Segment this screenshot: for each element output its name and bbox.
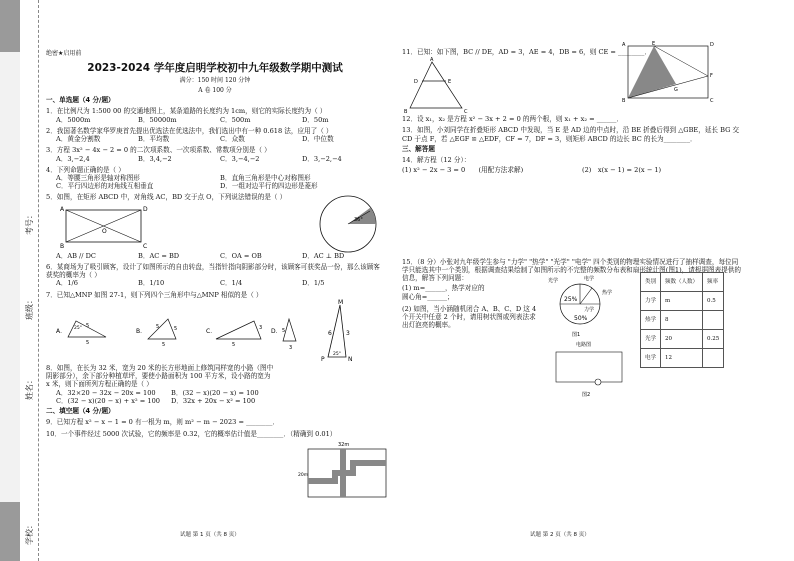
question-5: 5．如图，在矩形 ABCD 中，对角线 AC，BD 交于点 O，下列说法错误的是（ ） [46, 193, 287, 202]
svg-text:热学: 热学 [602, 290, 613, 297]
question-14: 14．解方程（12 分）： [402, 156, 471, 165]
right-page [402, 40, 742, 407]
opt-b-label: B． [136, 327, 147, 335]
fig13 [620, 40, 720, 102]
section-single-choice: 一、单选题（4 分/题） [46, 96, 115, 105]
footer-page-2: 试题 第 2 页（共 8 页） [530, 532, 590, 538]
question-5-figures [46, 202, 384, 254]
svg-text:B: B [622, 98, 626, 103]
svg-text:电路图: 电路图 [576, 342, 592, 349]
exam-title: 2023-2024 学年度启明学校初中九年级数学期中测试 [87, 62, 343, 74]
option[interactable]: A．等腰三角形是轴对称图形 [56, 174, 140, 182]
svg-text:25°: 25° [333, 351, 341, 357]
svg-text:C: C [464, 109, 468, 115]
svg-text:5: 5 [86, 339, 90, 346]
question-2-options [56, 135, 384, 143]
class-label: 班级： [25, 296, 34, 320]
svg-text:图1: 图1 [572, 332, 581, 339]
option[interactable]: B．直角三角形是中心对称图形 [220, 174, 311, 182]
question-15-body [402, 276, 742, 407]
svg-text:25%: 25% [564, 296, 578, 304]
svg-text:D: D [710, 42, 714, 49]
question-8-options [56, 389, 286, 405]
fig11 [402, 56, 482, 114]
svg-text:A: A [622, 42, 626, 49]
question-3-options [56, 155, 384, 163]
table-row: 电学 12 [641, 349, 724, 368]
svg-text:F: F [710, 73, 713, 80]
svg-text:E: E [652, 41, 656, 48]
label-a: A [60, 205, 65, 213]
question-1: 1．在比例尺为 1:500 00 的交通地图上，某条道路的长度约为 1cm，则它的实际长度约为（ ） [46, 107, 327, 116]
question-9: 9．已知方程 x² − x − 1 = 0 有一根为 m，则 m² − m − 2023 = ________． [46, 418, 280, 427]
question-12: 12．设 x₁，x₂ 是方程 x² − 3x + 2 = 0 的两个根，则 x₁ + x₂ = ______． [402, 115, 624, 124]
option[interactable]: D．1/5 [302, 279, 325, 288]
table-header: 频数（人数） [661, 273, 703, 292]
secret-mark: 绝密★启用前 [46, 50, 82, 57]
option[interactable]: C．1/4 [220, 279, 243, 288]
svg-text:图2: 图2 [582, 392, 591, 399]
table-row: 热学 8 [641, 311, 724, 330]
svg-text:5: 5 [156, 323, 160, 330]
svg-text:50%: 50% [574, 315, 588, 323]
svg-text:电学: 电学 [584, 276, 595, 283]
option[interactable]: A．AB // DC [56, 251, 96, 260]
answer-space[interactable] [402, 175, 742, 255]
svg-text:3: 3 [346, 329, 350, 337]
svg-text:E: E [448, 79, 452, 86]
road-figure [298, 440, 390, 500]
svg-text:B: B [404, 109, 408, 115]
option[interactable]: C．500m [220, 115, 251, 124]
svg-text:C: C [710, 98, 714, 103]
option[interactable]: C．OA = OB [220, 251, 262, 260]
option[interactable]: C．3,−4,−2 [220, 154, 260, 163]
q15-part1b: 圆心角=______； [402, 292, 454, 301]
triangle-figures [46, 299, 384, 363]
option[interactable]: B．3,4,−2 [138, 154, 172, 163]
svg-text:6: 6 [328, 329, 332, 337]
svg-text:5: 5 [282, 327, 286, 334]
school-label: 学校： [25, 521, 34, 545]
pie-figure [546, 274, 620, 340]
table-header: 频率 [703, 273, 724, 292]
option[interactable]: C．平行四边形的对角线互相垂直 [56, 182, 154, 191]
question-3: 3．方程 3x² − 4x − 2 = 0 的二次项系数、一次项系数、常数项分别是（ ） [46, 146, 271, 155]
svg-text:P: P [321, 355, 325, 363]
binding-gap [0, 52, 20, 502]
option[interactable]: B．50000m [138, 115, 177, 124]
svg-text:5: 5 [162, 341, 166, 348]
option[interactable]: A．32×20 − 32x − 20x = 100 [56, 388, 156, 397]
option[interactable]: B．AC = BD [138, 251, 180, 260]
label-b: B [60, 242, 65, 250]
opt-c-label: C． [206, 327, 217, 335]
svg-text:光学: 光学 [548, 278, 559, 285]
question-6: 6．某商场为了吸引顾客，设计了如图所示的自由转盘，当指针指向阴影部分时，该顾客可获奖品一份，那么该顾客获奖的概率为（ ） [46, 262, 380, 280]
question-7-figures [46, 299, 384, 361]
circuit-figure [550, 340, 630, 400]
question-8: 8．如图，在长为 32 米，宽为 20 米的长方形地面上修筑同样宽的小路（图中阴影部分），余下部分种植草坪，要使小路面积为 100 平方米，设小路的宽为 x 米，则下面所列方程正确的是（ ） [46, 363, 274, 389]
table-header: 类别 [641, 273, 661, 292]
option[interactable]: B．(32 − x)(20 − x) = 100 [171, 388, 259, 397]
name-label: 姓名： [25, 376, 34, 400]
question-4-options [56, 174, 384, 190]
svg-text:3: 3 [259, 324, 263, 331]
svg-text:32m: 32m [338, 442, 350, 448]
q15-part2: (2) 如图，当小涵随机闭合 A、B、C、D 这 4 个开关中任意 2 个时，请用树状图或列表法求出灯泡亮的概率。 [402, 304, 537, 330]
option[interactable]: D．3,−2,−4 [302, 154, 342, 163]
question-13: 13．如图，小刘同学在折叠矩形 ABCD 中发现，当 E 是 AD 边的中点时，沿 BE 折叠后得到 △GBE，延长 BG 交 CD 于点 F，若 △EGF ≌ △EDF，CF = 7，DF = 3，则矩形 ABCD 的边长 BC 的长为________． [402, 126, 740, 143]
option[interactable]: D．中位数 [302, 135, 334, 144]
svg-text:5: 5 [232, 341, 236, 348]
svg-text:N: N [348, 355, 353, 363]
exam-volume: A 卷 100 分 [198, 86, 232, 94]
question-14-part-2: (2) x(x − 1) = 2(x − 1) [582, 166, 662, 175]
question-7: 7．已知△MNP 如图 27-1，则下列四个三角形中与△MNP 相似的是（ ） [46, 290, 263, 299]
footer-page-1: 试题 第 1 页（共 8 页） [180, 532, 240, 538]
option[interactable]: D．AC ⊥ BD [302, 251, 345, 260]
section-solve: 三、解答题 [402, 144, 435, 153]
question-4: 4．下列命题正确的是（ ） [46, 165, 125, 174]
exam-subtitle: 满分：150 时间 120 分钟 [179, 77, 251, 85]
label-c: C [143, 242, 148, 250]
question-14-parts [402, 166, 742, 174]
svg-text:25°: 25° [74, 325, 82, 331]
svg-text:20m: 20m [298, 473, 309, 478]
question-14-part-1: (1) x² − 2x − 3 = 0 (用配方法求解) [402, 166, 524, 175]
frequency-table [640, 272, 724, 368]
svg-text:M: M [338, 298, 344, 306]
q15-text [402, 284, 542, 329]
option[interactable]: B．平均数 [138, 135, 170, 144]
spinner-figure [318, 194, 380, 256]
option[interactable]: A．1/6 [56, 279, 78, 288]
svg-text:A: A [430, 57, 434, 64]
option[interactable]: A．3,−2,4 [56, 154, 90, 163]
option[interactable]: D．32x + 20x − x² = 100 [171, 396, 256, 405]
option[interactable]: A．5000m [56, 115, 91, 124]
opt-a-label: A． [56, 327, 67, 335]
svg-text:5: 5 [86, 322, 90, 329]
section-fill-blank: 二、填空题（4 分/题） [46, 407, 115, 416]
svg-text:D: D [414, 79, 418, 86]
question-11: 11．已知：如下图，BC // DE，AD = 3，AE = 4，DB = 6，则 CE = ________． [402, 48, 651, 56]
option[interactable]: D．50m [302, 115, 329, 124]
binding-strip [0, 0, 20, 561]
table-row: 力学 m 0.5 [641, 292, 724, 311]
question-1-options [56, 116, 384, 124]
option[interactable]: A．黄金分割数 [56, 135, 101, 144]
exam-number-label: 考号： [25, 211, 34, 235]
svg-text:G: G [674, 87, 678, 94]
question-10: 10．一个事件经过 5000 次试验，它的频率是 0.32，它的概率估计值是________．（精确到 0.01） [46, 429, 337, 438]
option[interactable]: C．众数 [220, 135, 245, 144]
svg-text:力学: 力学 [584, 307, 595, 314]
question-2: 2．我国著名数学家华罗庚首先提出优选法在优选法中，我们选出中有一种 0.618 法，应用了（ ） [46, 126, 333, 135]
left-page [46, 40, 384, 478]
option[interactable]: D．一组对边平行的四边形是菱形 [220, 182, 318, 191]
option[interactable]: C．(32 − x)(20 − x) + x² = 100 [56, 396, 160, 405]
student-info-column [22, 0, 39, 561]
svg-text:5: 5 [174, 325, 178, 332]
option[interactable]: B．1/10 [138, 279, 165, 288]
q15-part1: (1) m=______，热学对应的 [402, 284, 485, 293]
label-o: O [102, 227, 107, 235]
opt-d-label: D． [271, 327, 282, 335]
question-6-options [56, 279, 384, 287]
question-15: 15．（8 分）小张对九年级学生参与 "力学" "热学" "光学" "电学" 四个类别的物理实验情况进行了抽样调查，每位同学只能选其中一个类别，根据调查结果绘制了如图所示的不完整的频数分布表和扇形统计图(图1)，请根据图表提供的信息，解答下列问题： [402, 257, 742, 283]
table-row: 光学 20 0.25 [641, 330, 724, 349]
svg-text:3: 3 [289, 344, 293, 351]
spinner-angle: 36° [354, 216, 363, 223]
label-d: D [143, 205, 148, 213]
